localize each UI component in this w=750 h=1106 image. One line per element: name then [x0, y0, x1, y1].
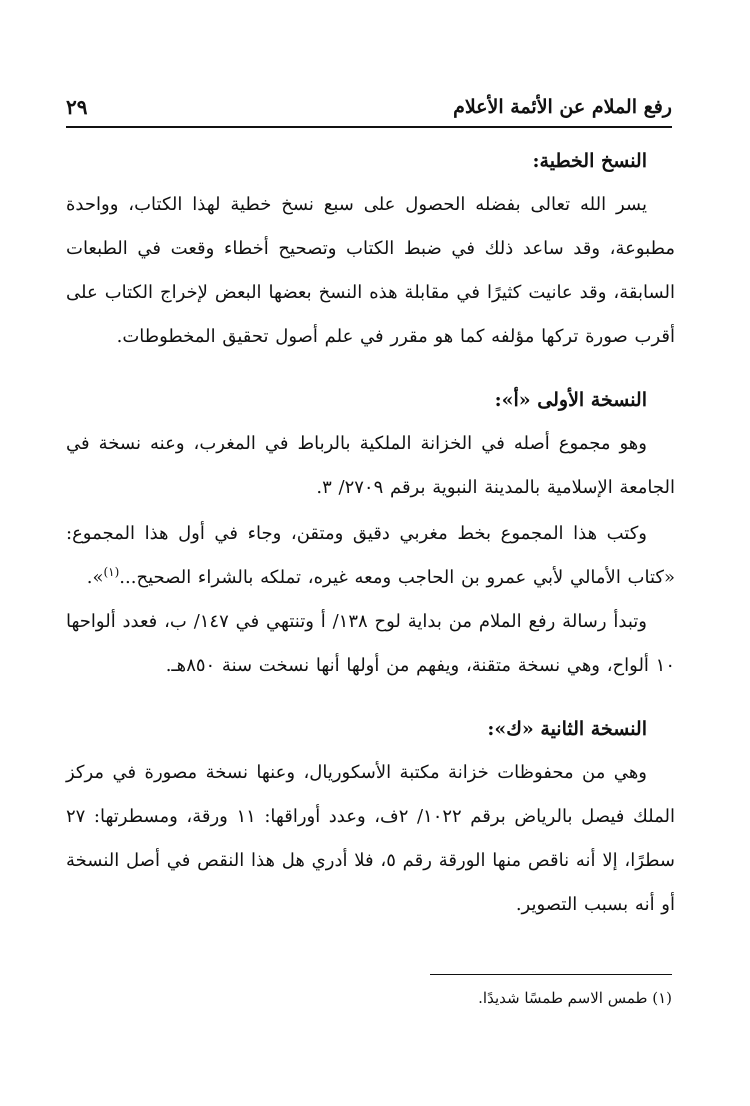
- section-spacer: [66, 688, 675, 710]
- page-number: ٢٩: [66, 95, 88, 119]
- manuscripts-heading: النسخ الخطية:: [532, 150, 647, 172]
- header-divider: [66, 126, 672, 128]
- first-copy-heading: النسخة الأولى «أ»:: [494, 389, 647, 411]
- first-copy-paragraph-2-end: ».: [86, 567, 104, 588]
- first-copy-paragraph-2: [66, 512, 675, 600]
- first-copy-paragraph-2-text: وكتب هذا المجموع بخط مغربي دقيق ومتقن، وجاء في أول هذا المجموع: «كتاب الأمالي لأبي عمرو بن الحاجب ومعه غيره، تملكه بالشراء الصحيح...: [66, 523, 675, 588]
- first-copy-paragraph-3: وتبدأ رسالة رفع الملام من بداية لوح ١٣٨/ أ وتنتهي في ١٤٧/ ب، فعدد ألواحها ١٠ ألواح، وهي نسخة متقنة، ويفهم من أولها أنها نسخت سنة ٨٥٠هـ.: [66, 611, 675, 676]
- second-copy-heading: النسخة الثانية «ك»:: [487, 718, 647, 740]
- manuscripts-paragraph: يسر الله تعالى بفضله الحصول على سبع نسخ خطية لهذا الكتاب، وواحدة مطبوعة، وقد ساعد ذلك في ضبط الكتاب وتصحيح أخطاء وقعت في الطبعات السابقة، وقد عانيت كثيرًا في مقابلة هذه النسخ بعضها البعض لإخراج الكتاب على أقرب صورة تركها مؤلفه كما هو مقرر في علم أصول تحقيق المخطوطات.: [66, 194, 675, 347]
- first-copy-paragraph-1: وهو مجموع أصله في الخزانة الملكية بالرباط في المغرب، وعنه نسخة في الجامعة الإسلامية بالمدينة النبوية برقم ٢٧٠٩/ ٣.: [66, 433, 675, 498]
- book-title: رفع الملام عن الأئمة الأعلام: [453, 96, 672, 118]
- section-spacer: [66, 359, 675, 381]
- body-text: [66, 142, 675, 927]
- footnote-divider: [430, 974, 672, 975]
- footnote-reference[interactable]: (١): [103, 565, 120, 579]
- running-header: [66, 92, 672, 122]
- footnote: (١) طمس الاسم طمسًا شديدًا.: [478, 989, 672, 1007]
- second-copy-paragraph: وهي من محفوظات خزانة مكتبة الأسكوريال، وعنها نسخة مصورة في مركز الملك فيصل بالرياض برقم ١٠٢٢/ ٢ف، وعدد أوراقها: ١١ ورقة، ومسطرتها: ٢٧ سطرًا، إلا أنه ناقص منها الورقة رقم ٥، فلا أدري هل هذا النقص في أصل النسخة أو أنه بسبب التصوير.: [66, 762, 675, 915]
